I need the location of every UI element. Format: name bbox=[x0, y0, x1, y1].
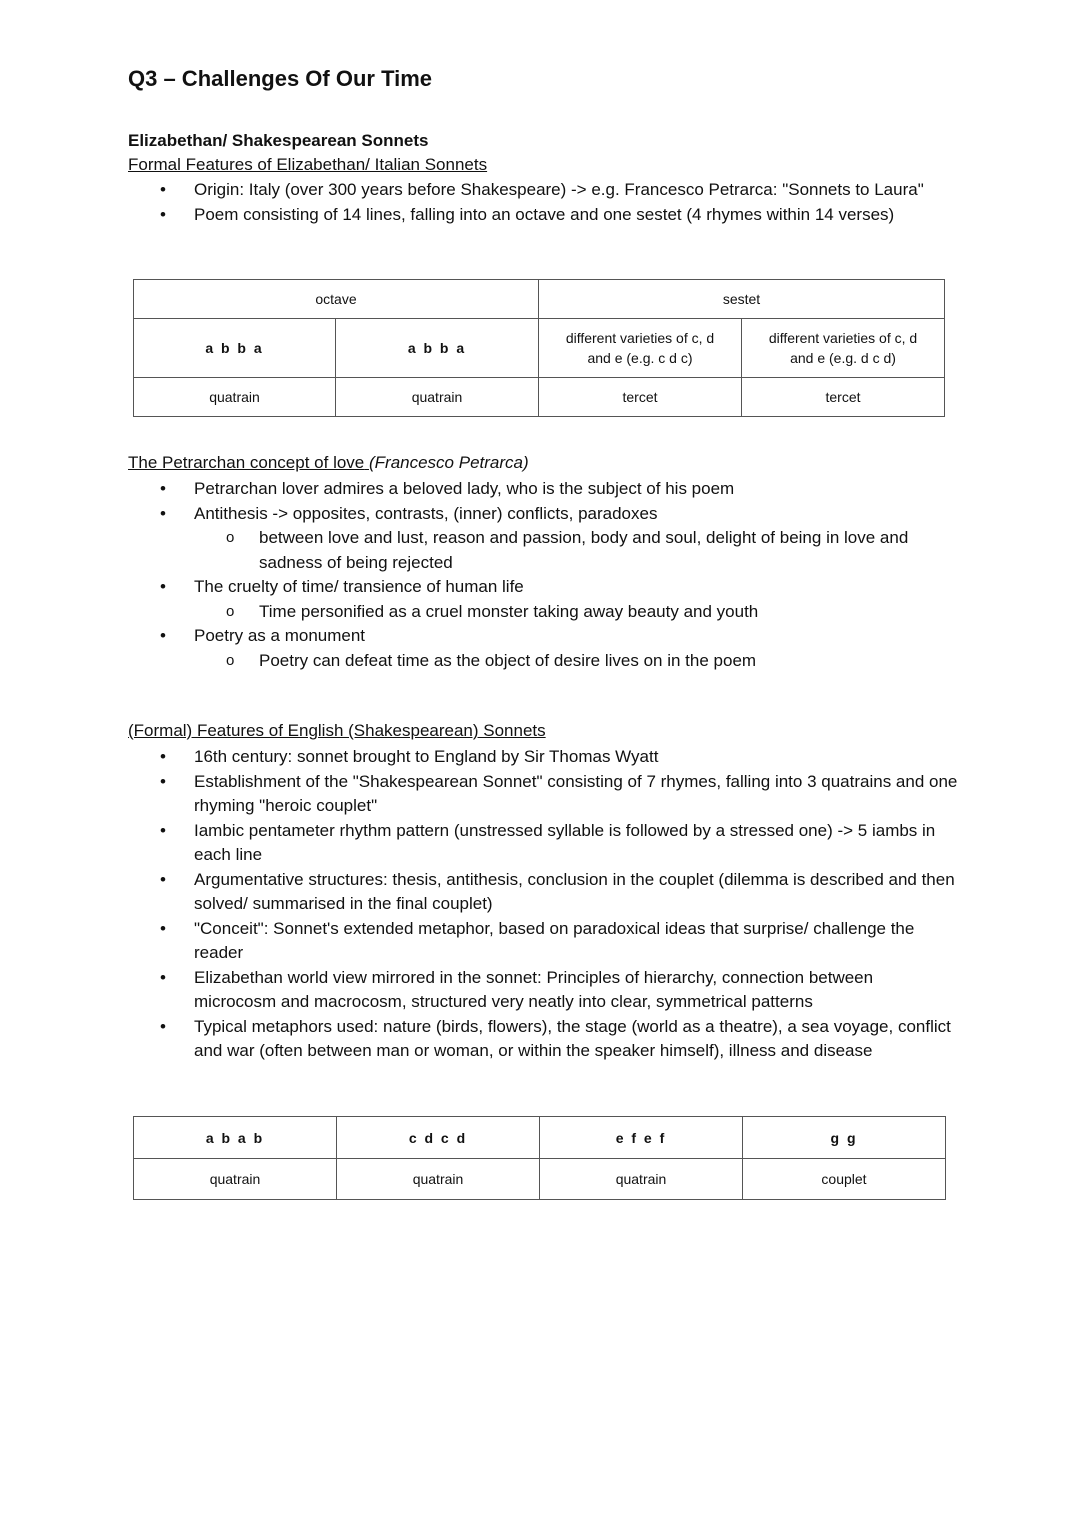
list-item: • 16th century: sonnet brought to England by Sir Thomas Wyatt bbox=[128, 745, 958, 770]
list-item: • "Conceit": Sonnet's extended metaphor, based on paradoxical ideas that surprise/ challenge the reader bbox=[128, 917, 958, 966]
italian-sonnet-table bbox=[133, 279, 945, 417]
subheading-english-features: (Formal) Features of English (Shakespearean) Sonnets bbox=[128, 721, 546, 740]
section-heading-elizabethan: Elizabethan/ Shakespearean Sonnets bbox=[128, 131, 429, 150]
list-item: • Poetry as a monument bbox=[128, 624, 958, 649]
english-sonnet-table bbox=[133, 1116, 946, 1200]
list-item: • Elizabethan world view mirrored in the sonnet: Principles of hierarchy, connection between microcosm and macrocosm, structured very neatly into clear, symmetrical patterns bbox=[128, 966, 958, 1015]
table-cell-rhyme: different varieties of c, d and e (e.g. c d c) bbox=[539, 319, 742, 378]
table-cell-unit: tercet bbox=[742, 378, 945, 417]
table-header-octave: octave bbox=[134, 280, 539, 319]
list-item: • Typical metaphors used: nature (birds, flowers), the stage (world as a theatre), a sea voyage, conflict and war (often between man or woman, or within the speaker himself), illness and disease bbox=[128, 1015, 958, 1064]
table-header-sestet: sestet bbox=[539, 280, 945, 319]
list-item: • Poem consisting of 14 lines, falling into an octave and one sestet (4 rhymes within 14 verses) bbox=[128, 203, 958, 228]
table-cell-unit: quatrain bbox=[134, 1159, 337, 1200]
heading-text: The Petrarchan concept of love bbox=[128, 453, 365, 472]
petrarchan-love-list bbox=[128, 477, 958, 673]
subheading-italian-features: Formal Features of Elizabethan/ Italian Sonnets bbox=[128, 155, 488, 174]
table-cell-rhyme: a b b a bbox=[134, 319, 336, 378]
list-item: • Iambic pentameter rhythm pattern (unstressed syllable is followed by a stressed one) -> 5 iambs in each line bbox=[128, 819, 958, 868]
page-title: Q3 – Challenges Of Our Time bbox=[128, 66, 433, 91]
list-subitem: o Poetry can defeat time as the object of desire lives on in the poem bbox=[128, 649, 958, 674]
list-item: • Petrarchan lover admires a beloved lady, who is the subject of his poem bbox=[128, 477, 958, 502]
heading-note: (Francesco Petrarca) bbox=[368, 453, 529, 472]
list-item: • Antithesis -> opposites, contrasts, (inner) conflicts, paradoxes bbox=[128, 502, 958, 527]
list-item: • Establishment of the "Shakespearean Sonnet" consisting of 7 rhymes, falling into 3 quatrains and one rhyming "heroic couplet" bbox=[128, 770, 958, 819]
table-cell-unit: couplet bbox=[743, 1159, 946, 1200]
table-cell-rhyme: different varieties of c, d and e (e.g. d c d) bbox=[742, 319, 945, 378]
list-item: • Argumentative structures: thesis, antithesis, conclusion in the couplet (dilemma is described and then solved/ summarised in the final couplet) bbox=[128, 868, 958, 917]
table-cell-unit: tercet bbox=[539, 378, 742, 417]
list-item: • The cruelty of time/ transience of human life bbox=[128, 575, 958, 600]
table-cell-rhyme: c d c d bbox=[337, 1117, 540, 1159]
list-subitem: o between love and lust, reason and passion, body and soul, delight of being in love and sadness of being rejected bbox=[128, 526, 958, 575]
english-features-list bbox=[128, 745, 958, 1064]
subheading-petrarchan-love bbox=[128, 453, 529, 473]
italian-features-list bbox=[128, 178, 958, 227]
list-item: • Origin: Italy (over 300 years before Shakespeare) -> e.g. Francesco Petrarca: "Sonnets to Laura" bbox=[128, 178, 958, 203]
table-cell-rhyme: a b b a bbox=[336, 319, 539, 378]
table-cell-rhyme: e f e f bbox=[540, 1117, 743, 1159]
table-cell-unit: quatrain bbox=[336, 378, 539, 417]
list-subitem: o Time personified as a cruel monster taking away beauty and youth bbox=[128, 600, 958, 625]
table-cell-unit: quatrain bbox=[134, 378, 336, 417]
table-cell-unit: quatrain bbox=[337, 1159, 540, 1200]
table-cell-unit: quatrain bbox=[540, 1159, 743, 1200]
table-cell-rhyme: g g bbox=[743, 1117, 946, 1159]
table-cell-rhyme: a b a b bbox=[134, 1117, 337, 1159]
